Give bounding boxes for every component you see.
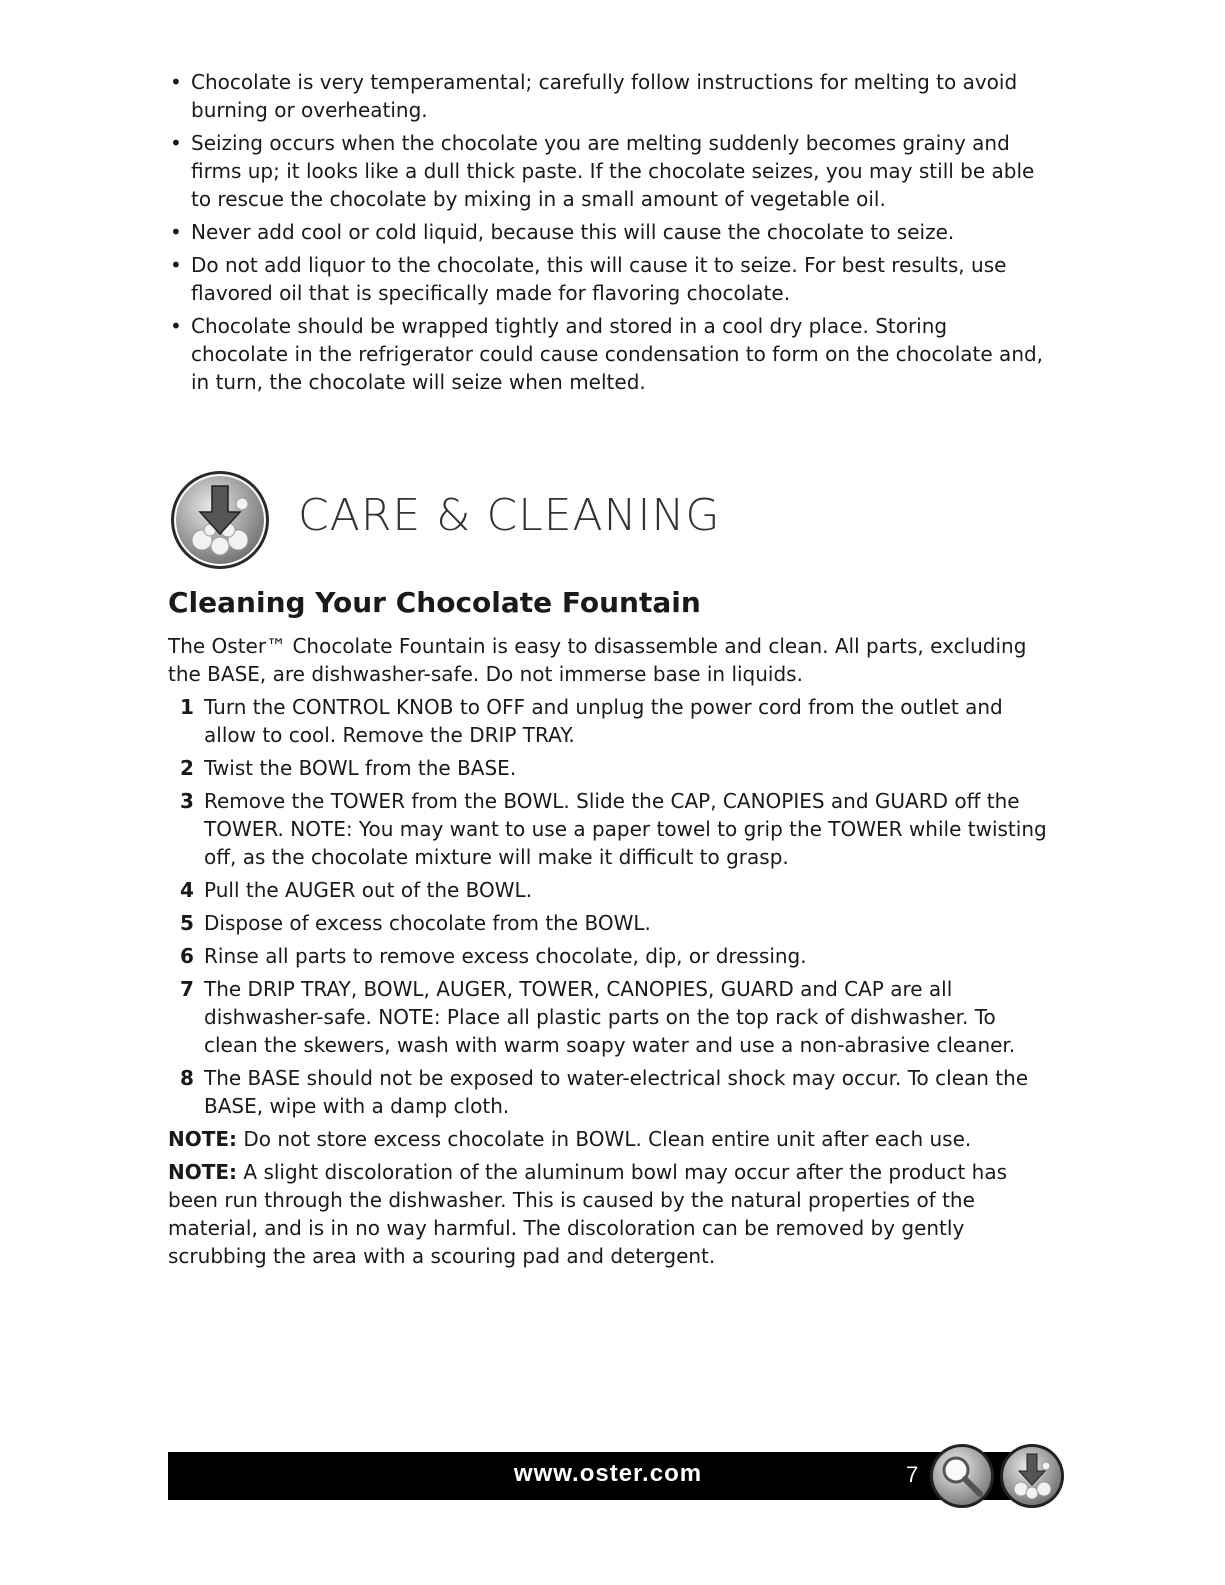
- note-text: Do not store excess chocolate in BOWL. Clean entire unit after each use.: [237, 1127, 972, 1151]
- bullet-symbol: •: [170, 220, 182, 244]
- step-number: 3: [180, 789, 194, 813]
- step-text: The BASE should not be exposed to water-electrical shock may occur. To clean the BASE, wipe with a damp cloth.: [204, 1066, 1029, 1118]
- list-item: [168, 876, 1048, 904]
- note-label: NOTE:: [168, 1160, 238, 1184]
- bullet-text: Chocolate is very temperamental; carefully follow instructions for melting to avoid burning or overheating.: [191, 70, 1018, 122]
- step-text: Twist the BOWL from the BASE.: [204, 756, 517, 780]
- step-number: 1: [180, 695, 194, 719]
- note-paragraph: [168, 1125, 1048, 1153]
- step-text: Rinse all parts to remove excess chocolate, dip, or dressing.: [204, 944, 807, 968]
- list-item: [168, 754, 1048, 782]
- step-text: Pull the AUGER out of the BOWL.: [204, 878, 533, 902]
- step-number: 8: [180, 1066, 194, 1090]
- bullet-symbol: •: [170, 253, 182, 277]
- footer-bar: [168, 1452, 1048, 1500]
- list-item: [168, 693, 1048, 749]
- list-item: [168, 68, 1048, 124]
- list-item: [168, 787, 1048, 871]
- step-number: 4: [180, 878, 194, 902]
- list-item: [168, 312, 1048, 396]
- step-number: 7: [180, 977, 194, 1001]
- section-header: [168, 468, 1048, 572]
- care-cleaning-icon: [168, 468, 272, 572]
- list-item: [168, 909, 1048, 937]
- tips-list: [168, 68, 1048, 396]
- step-number: 2: [180, 756, 194, 780]
- bullet-text: Never add cool or cold liquid, because this will cause the chocolate to seize.: [191, 220, 955, 244]
- note-text: A slight discoloration of the aluminum bowl may occur after the product has been run through the dishwasher. This is caused by the natural properties of the material, and is in no way harmful. The discoloration can be removed by gently scrubbing the area with a scouring pad and detergent.: [168, 1160, 1008, 1268]
- steps-list: [168, 693, 1048, 1120]
- step-text: Remove the TOWER from the BOWL. Slide the CAP, CANOPIES and GUARD off the TOWER. NOTE: You may want to use a paper towel to grip the TOWER while twisting off, as the chocolate mixture will make it difficult to grasp.: [204, 789, 1047, 869]
- bullet-symbol: •: [170, 131, 182, 155]
- cleaning-section: [168, 632, 1048, 1275]
- list-item: [168, 129, 1048, 213]
- step-number: 6: [180, 944, 194, 968]
- step-number: 5: [180, 911, 194, 935]
- page-subheading: Cleaning Your Chocolate Fountain: [168, 586, 701, 619]
- magnifier-icon: [928, 1442, 996, 1510]
- page-number: 7: [906, 1462, 919, 1487]
- list-item: [168, 975, 1048, 1059]
- note-label: NOTE:: [168, 1127, 238, 1151]
- intro-paragraph: The Oster™ Chocolate Fountain is easy to disassemble and clean. All parts, excluding the BASE, are dishwasher-safe. Do not immerse base in liquids.: [168, 634, 1027, 686]
- list-item: [168, 942, 1048, 970]
- step-text: The DRIP TRAY, BOWL, AUGER, TOWER, CANOPIES, GUARD and CAP are all dishwasher-safe. NOTE: Place all plastic parts on the top rack of dishwasher. To clean the skewers, wash with warm soapy water and use a non-abrasive cleaner.: [204, 977, 1016, 1057]
- list-item: [168, 1064, 1048, 1120]
- bullet-symbol: •: [170, 314, 182, 338]
- bullet-text: Chocolate should be wrapped tightly and stored in a cool dry place. Storing chocolate in the refrigerator could cause condensation to form on the chocolate and, in turn, the chocolate will seize when melted.: [191, 314, 1044, 394]
- note-paragraph: [168, 1158, 1048, 1270]
- bullet-text: Do not add liquor to the chocolate, this will cause it to seize. For best results, use flavored oil that is specifically made for flavoring chocolate.: [191, 253, 1007, 305]
- bullet-text: Seizing occurs when the chocolate you are melting suddenly becomes grainy and firms up; it looks like a dull thick paste. If the chocolate seizes, you may still be able to rescue the chocolate by mixing in a small amount of vegetable oil.: [191, 131, 1035, 211]
- bullet-symbol: •: [170, 70, 182, 94]
- tips-section: [168, 68, 1048, 401]
- step-text: Turn the CONTROL KNOB to OFF and unplug the power cord from the outlet and allow to cool. Remove the DRIP TRAY.: [204, 695, 1003, 747]
- section-title: CARE & CLEANING: [298, 490, 721, 541]
- step-text: Dispose of excess chocolate from the BOWL.: [204, 911, 651, 935]
- care-cleaning-icon: [998, 1442, 1066, 1510]
- footer-url: www.oster.com: [513, 1460, 703, 1487]
- list-item: [168, 218, 1048, 246]
- list-item: [168, 251, 1048, 307]
